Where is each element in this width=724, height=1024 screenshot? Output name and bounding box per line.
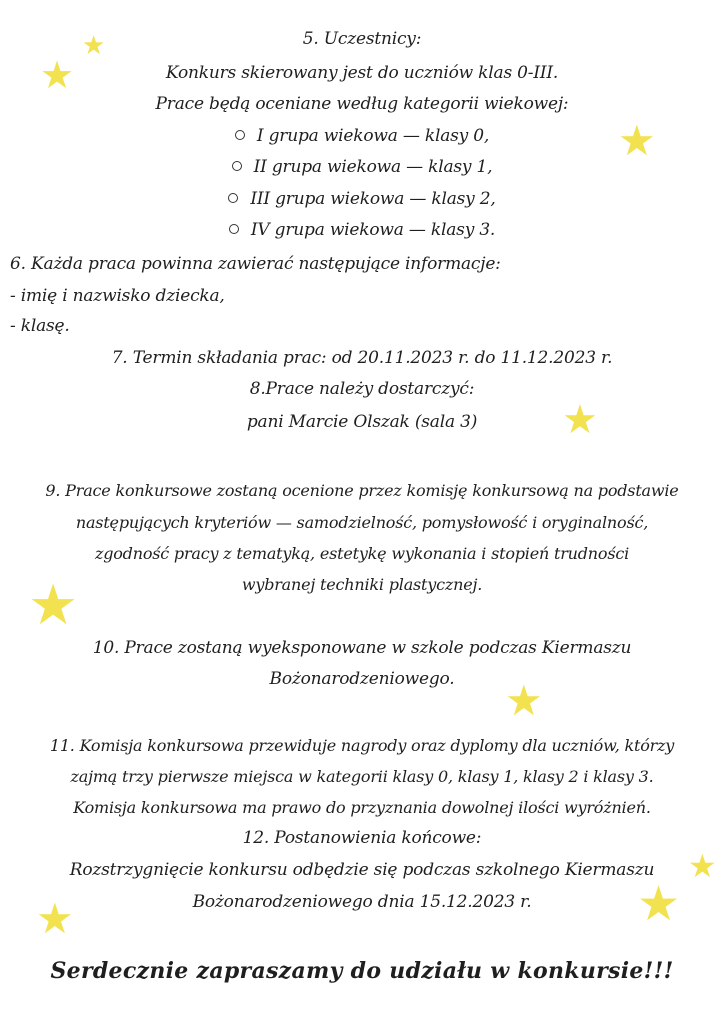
- section-6-item-2: - klasę.: [10, 316, 70, 336]
- age-group-item: II grupa wiekowa — klasy 1,: [0, 156, 724, 178]
- section-6-item-1: - imię i nazwisko dziecka,: [10, 286, 225, 306]
- age-group-item: IV grupa wiekowa — klasy 3.: [0, 219, 724, 241]
- section-9-line-1: 9. Prace konkursowe zostaną ocenione przez komisję konkursową na podstawie: [45, 481, 679, 500]
- section-11-line-2: zajmą trzy pierwsze miejsca w kategorii klasy 0, klasy 1, klasy 2 i klasy 3.: [70, 767, 654, 786]
- star-icon: ★: [618, 116, 656, 165]
- bullet-icon: [235, 130, 245, 140]
- age-group-item: III grupa wiekowa — klasy 2,: [0, 188, 724, 210]
- age-group-item: I grupa wiekowa — klasy 0,: [0, 125, 724, 147]
- star-icon: ★: [505, 676, 543, 725]
- section-7-deadline: 7. Termin składania prac: od 20.11.2023 r. do 11.12.2023 r.: [111, 348, 613, 368]
- section-11-line-1: 11. Komisja konkursowa przewiduje nagrody oraz dyplomy dla uczniów, którzy: [49, 736, 675, 755]
- bullet-icon: [232, 161, 242, 171]
- star-icon: ★: [36, 894, 74, 943]
- section-10-line-1: 10. Prace zostaną wyeksponowane w szkole podczas Kiermaszu: [92, 638, 632, 658]
- section-11-line-3: Komisja konkursowa ma prawo do przyznania dowolnej ilości wyróżnień.: [73, 798, 651, 817]
- section-12-line-2: Bożonarodzeniowego dnia 15.12.2023 r.: [192, 892, 532, 912]
- bullet-icon: [228, 193, 238, 203]
- section-5-heading: 5. Uczestnicy:: [302, 29, 422, 49]
- star-icon: ★: [637, 876, 681, 932]
- section-9-line-4: wybranej techniki plastycznej.: [241, 575, 483, 594]
- star-icon: ★: [28, 573, 79, 638]
- star-icon: ★: [562, 397, 598, 443]
- star-icon: ★: [40, 53, 75, 97]
- section-12-heading: 12. Postanowienia końcowe:: [242, 828, 482, 848]
- closing-invitation: Serdecznie zapraszamy do udziału w konkursie!!!: [50, 958, 674, 984]
- section-9-line-2: następujących kryteriów — samodzielność, pomysłowość i oryginalność,: [75, 513, 649, 532]
- section-10-line-2: Bożonarodzeniowego.: [269, 669, 455, 689]
- section-5-line-2: Prace będą oceniane według kategorii wiekowej:: [155, 94, 569, 114]
- star-icon: ★: [82, 31, 106, 61]
- section-5-line-1: Konkurs skierowany jest do uczniów klas 0-III.: [165, 63, 559, 83]
- star-icon: ★: [688, 847, 717, 885]
- section-8-line-1: 8.Prace należy dostarczyć:: [249, 379, 475, 399]
- section-9-line-3: zgodność pracy z tematyką, estetykę wykonania i stopień trudności: [94, 544, 630, 563]
- bullet-icon: [229, 224, 239, 234]
- section-8-line-2: pani Marcie Olszak (sala 3): [246, 412, 478, 432]
- section-12-line-1: Rozstrzygnięcie konkursu odbędzie się podczas szkolnego Kiermaszu: [69, 860, 655, 880]
- section-6-heading: 6. Każda praca powinna zawierać następujące informacje:: [10, 254, 501, 274]
